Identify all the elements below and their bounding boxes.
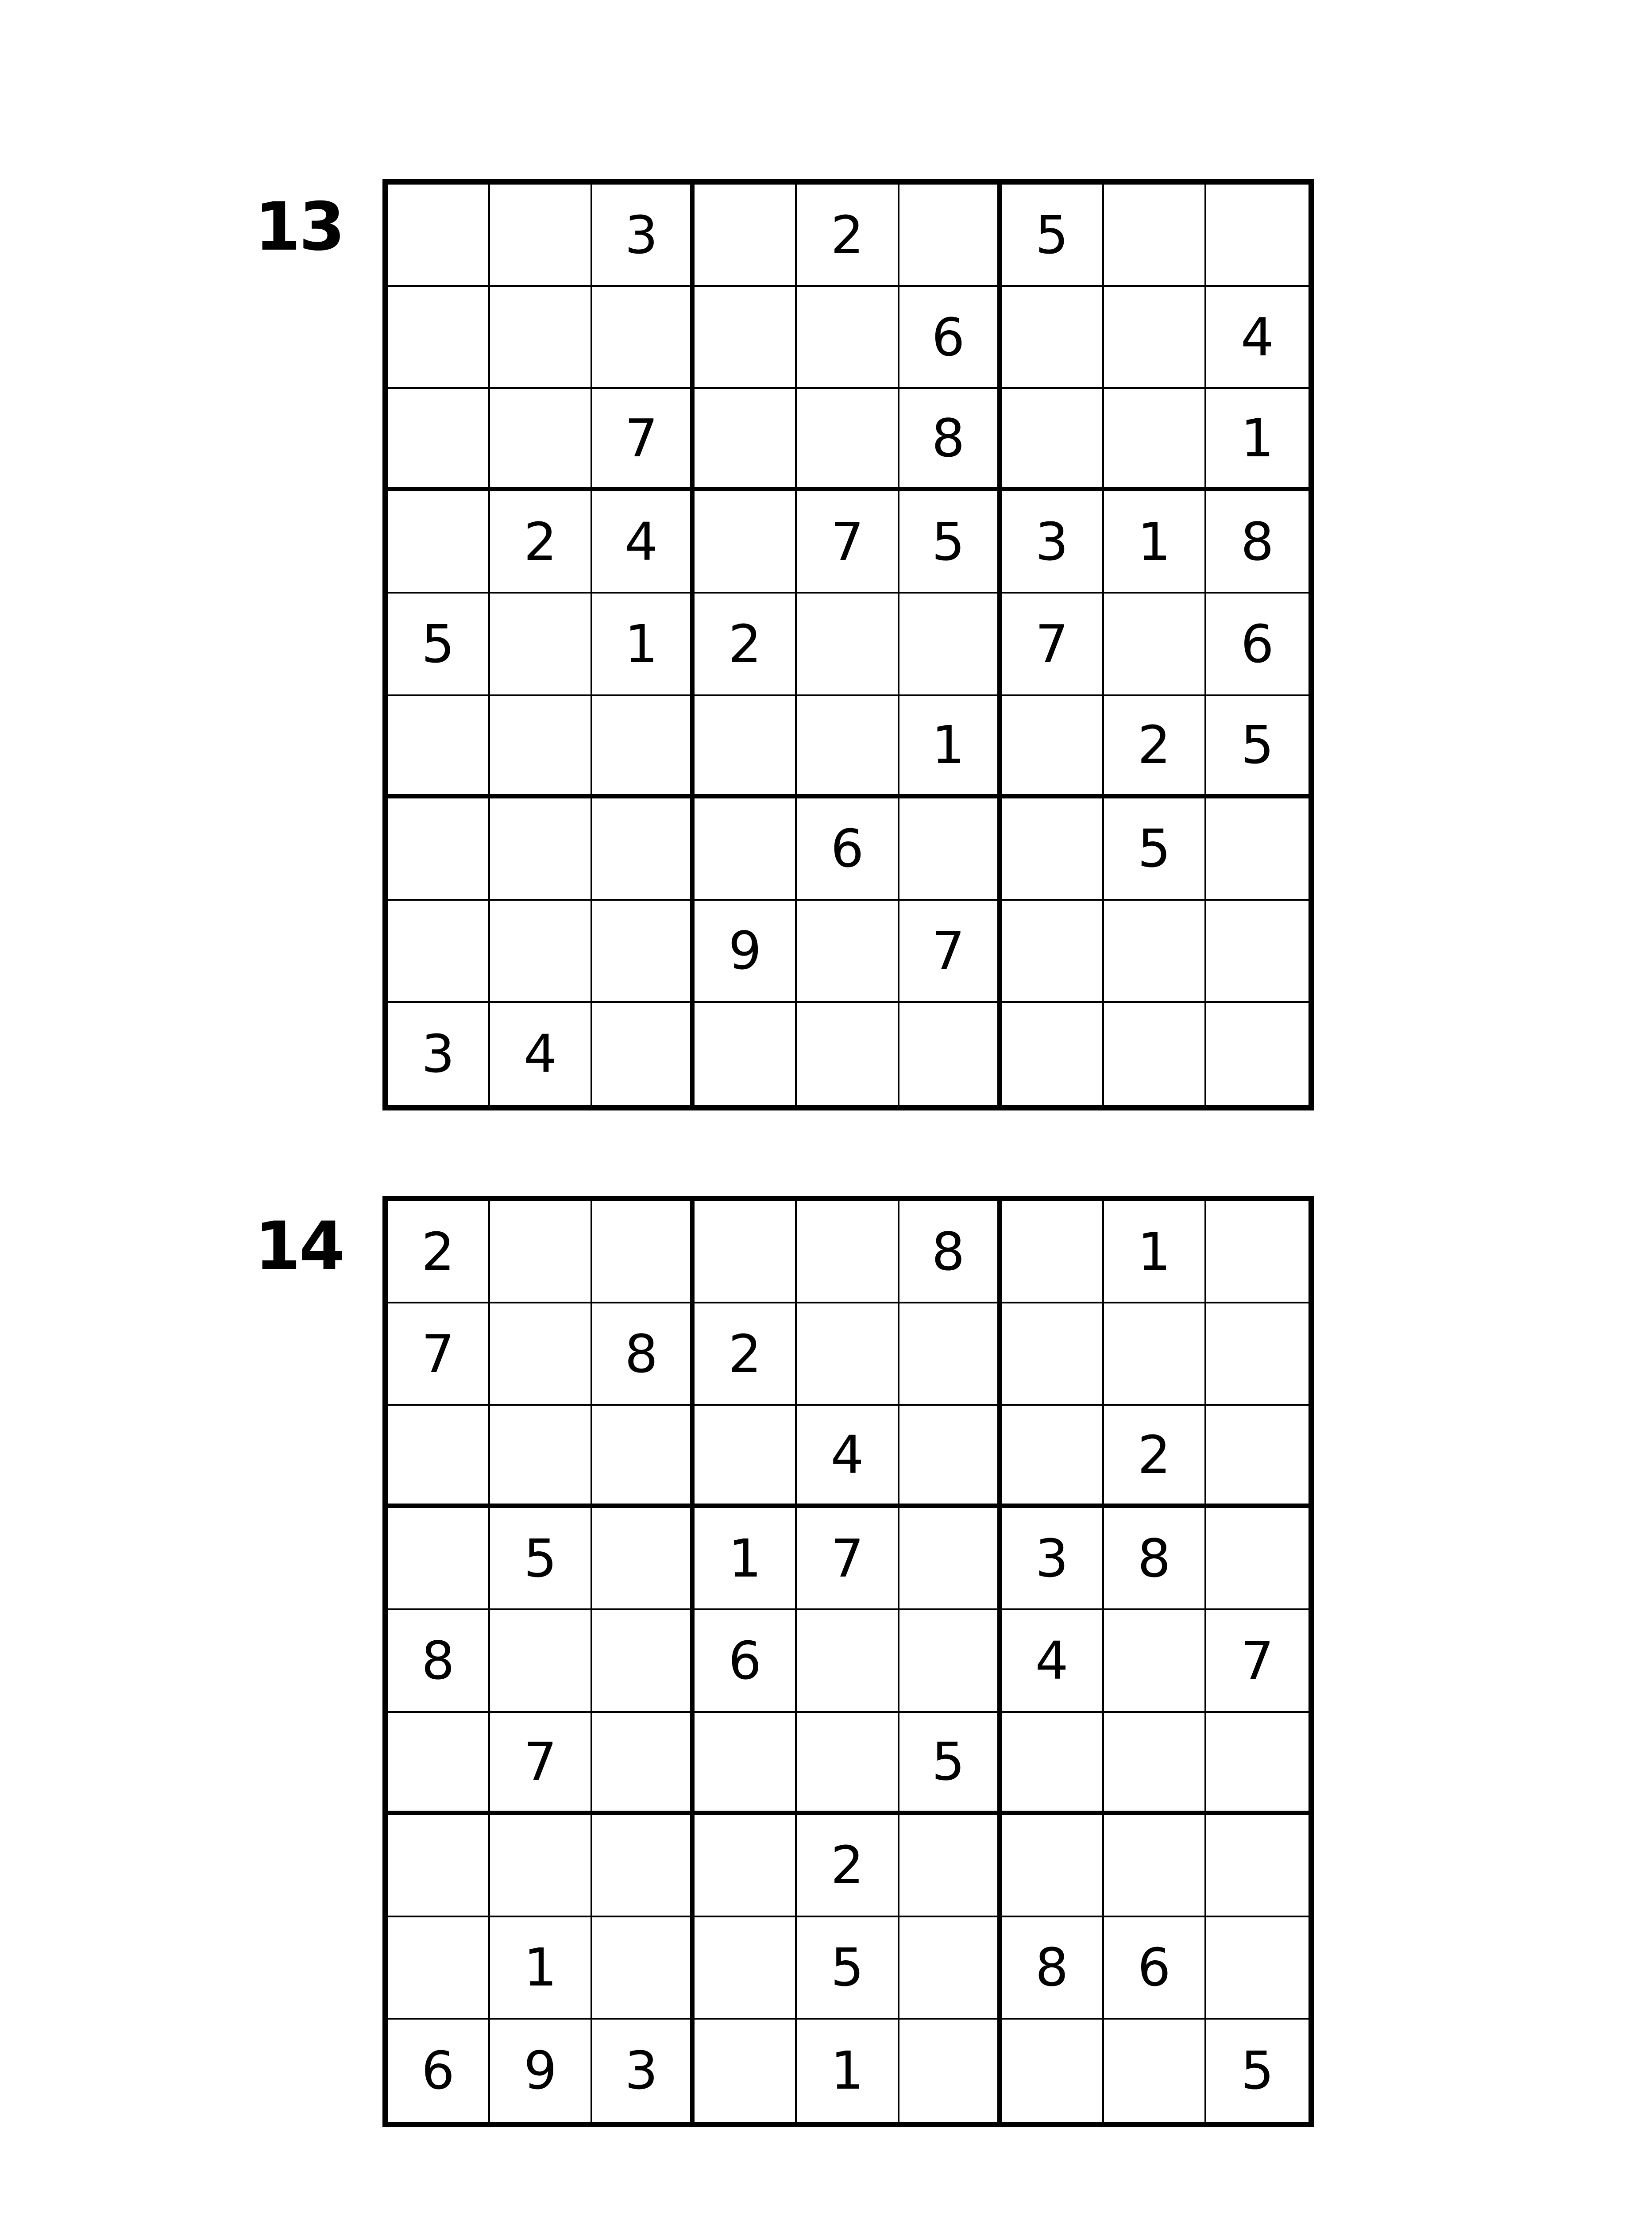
- sudoku-cell[interactable]: [490, 1303, 592, 1406]
- sudoku-cell[interactable]: 6: [797, 798, 899, 901]
- sudoku-cell[interactable]: [797, 901, 899, 1003]
- sudoku-cell[interactable]: [695, 1713, 797, 1815]
- sudoku-cell[interactable]: 8: [899, 1201, 1002, 1303]
- sudoku-cell[interactable]: 8: [592, 1303, 695, 1406]
- sudoku-grid: [382, 179, 1314, 1110]
- sudoku-cell[interactable]: [388, 1713, 490, 1815]
- sudoku-cell[interactable]: [1206, 1815, 1308, 1917]
- sudoku-cell[interactable]: [1002, 1003, 1104, 1105]
- sudoku-cell[interactable]: [899, 1003, 1002, 1105]
- sudoku-cell[interactable]: 2: [695, 594, 797, 696]
- sudoku-cell[interactable]: 6: [1206, 594, 1308, 696]
- sudoku-cell[interactable]: [695, 389, 797, 491]
- sudoku-cell[interactable]: 2: [388, 1201, 490, 1303]
- sudoku-cell[interactable]: 6: [899, 287, 1002, 389]
- sudoku-cell[interactable]: [592, 696, 695, 798]
- sudoku-cell[interactable]: 2: [1104, 696, 1206, 798]
- sudoku-cell[interactable]: [490, 798, 592, 901]
- sudoku-cell[interactable]: [1104, 1815, 1206, 1917]
- sudoku-cell[interactable]: [899, 1406, 1002, 1508]
- sudoku-cell[interactable]: [388, 696, 490, 798]
- sudoku-cell[interactable]: [1104, 1610, 1206, 1712]
- sudoku-cell[interactable]: 7: [797, 491, 899, 594]
- sudoku-cell[interactable]: [695, 287, 797, 389]
- sudoku-cell[interactable]: 7: [899, 901, 1002, 1003]
- sudoku-cell[interactable]: [592, 287, 695, 389]
- sudoku-cell[interactable]: [1104, 2020, 1206, 2122]
- sudoku-cell[interactable]: [797, 1303, 899, 1406]
- sudoku-cell[interactable]: [1002, 1303, 1104, 1406]
- sudoku-cell[interactable]: [592, 798, 695, 901]
- sudoku-cell[interactable]: 1: [899, 696, 1002, 798]
- sudoku-cell[interactable]: [592, 1406, 695, 1508]
- sudoku-cell[interactable]: 5: [388, 594, 490, 696]
- sudoku-cell[interactable]: [695, 1003, 797, 1105]
- sudoku-cell[interactable]: [1104, 287, 1206, 389]
- sudoku-cell[interactable]: 1: [797, 2020, 899, 2122]
- sudoku-cell[interactable]: [592, 1201, 695, 1303]
- sudoku-cell[interactable]: [1104, 594, 1206, 696]
- sudoku-cell[interactable]: 8: [1206, 491, 1308, 594]
- sudoku-cell[interactable]: [490, 1406, 592, 1508]
- sudoku-cell[interactable]: 2: [1104, 1406, 1206, 1508]
- sudoku-cell[interactable]: 5: [899, 491, 1002, 594]
- sudoku-cell[interactable]: [592, 1815, 695, 1917]
- sudoku-cell[interactable]: 2: [490, 491, 592, 594]
- sudoku-cell[interactable]: [899, 185, 1002, 287]
- sudoku-cell[interactable]: [1002, 1406, 1104, 1508]
- sudoku-cell[interactable]: [797, 1713, 899, 1815]
- sudoku-cell[interactable]: 5: [797, 1917, 899, 2020]
- sudoku-cell[interactable]: 1: [592, 594, 695, 696]
- sudoku-cell[interactable]: [1002, 798, 1104, 901]
- sudoku-cell[interactable]: 5: [1002, 185, 1104, 287]
- sudoku-cell[interactable]: [490, 901, 592, 1003]
- sudoku-cell[interactable]: [388, 901, 490, 1003]
- puzzle-number: 13: [255, 189, 344, 266]
- sudoku-cell[interactable]: [1002, 1815, 1104, 1917]
- sudoku-cell[interactable]: [899, 1610, 1002, 1712]
- sudoku-cell[interactable]: [1206, 1201, 1308, 1303]
- sudoku-cell[interactable]: [797, 1610, 899, 1712]
- sudoku-cell[interactable]: [1002, 901, 1104, 1003]
- sudoku-cell[interactable]: 7: [1206, 1610, 1308, 1712]
- sudoku-cell[interactable]: 4: [592, 491, 695, 594]
- sudoku-cell[interactable]: [490, 287, 592, 389]
- sudoku-cell[interactable]: [1104, 389, 1206, 491]
- sudoku-cell[interactable]: [899, 1815, 1002, 1917]
- sudoku-cell[interactable]: 3: [1002, 1508, 1104, 1610]
- sudoku-cell[interactable]: 4: [490, 1003, 592, 1105]
- sudoku-cell[interactable]: [592, 1713, 695, 1815]
- sudoku-cell[interactable]: 3: [1002, 491, 1104, 594]
- sudoku-cell[interactable]: [1206, 1003, 1308, 1105]
- sudoku-cell[interactable]: [388, 491, 490, 594]
- sudoku-cell[interactable]: 7: [1002, 594, 1104, 696]
- sudoku-cell[interactable]: [1206, 1713, 1308, 1815]
- sudoku-cell[interactable]: 1: [1104, 491, 1206, 594]
- sudoku-cell[interactable]: 4: [797, 1406, 899, 1508]
- sudoku-cell[interactable]: 9: [490, 2020, 592, 2122]
- sudoku-cell[interactable]: [490, 1610, 592, 1712]
- sudoku-cell[interactable]: [1002, 2020, 1104, 2122]
- sudoku-cell[interactable]: 2: [695, 1303, 797, 1406]
- sudoku-cell[interactable]: [695, 491, 797, 594]
- sudoku-cell[interactable]: [899, 798, 1002, 901]
- sudoku-cell[interactable]: [899, 2020, 1002, 2122]
- sudoku-cell[interactable]: [1206, 1406, 1308, 1508]
- sudoku-cell[interactable]: [1002, 287, 1104, 389]
- sudoku-cell[interactable]: [1104, 901, 1206, 1003]
- sudoku-cell[interactable]: 2: [797, 1815, 899, 1917]
- sudoku-cell[interactable]: 5: [1206, 696, 1308, 798]
- sudoku-cell[interactable]: [1002, 389, 1104, 491]
- sudoku-cell[interactable]: [388, 287, 490, 389]
- sudoku-cell[interactable]: 3: [388, 1003, 490, 1105]
- sudoku-cell[interactable]: 1: [490, 1917, 592, 2020]
- sudoku-cell[interactable]: 8: [1002, 1917, 1104, 2020]
- sudoku-cell[interactable]: 8: [1104, 1508, 1206, 1610]
- sudoku-cell[interactable]: [1206, 798, 1308, 901]
- sudoku-cell[interactable]: [388, 185, 490, 287]
- sudoku-cell[interactable]: [388, 1815, 490, 1917]
- sudoku-cell[interactable]: 7: [388, 1303, 490, 1406]
- sudoku-cell[interactable]: [592, 901, 695, 1003]
- sudoku-cell[interactable]: [899, 1303, 1002, 1406]
- sudoku-cell[interactable]: [490, 1815, 592, 1917]
- sudoku-cell[interactable]: 9: [695, 901, 797, 1003]
- sudoku-cell[interactable]: [490, 1201, 592, 1303]
- sudoku-cell[interactable]: [490, 185, 592, 287]
- sudoku-cell[interactable]: [1104, 185, 1206, 287]
- sudoku-cell[interactable]: 5: [490, 1508, 592, 1610]
- sudoku-cell[interactable]: [797, 1201, 899, 1303]
- sudoku-cell[interactable]: [695, 1815, 797, 1917]
- sudoku-cell[interactable]: 5: [899, 1713, 1002, 1815]
- sudoku-cell[interactable]: [797, 287, 899, 389]
- sudoku-cell[interactable]: [695, 2020, 797, 2122]
- sudoku-cell[interactable]: [1104, 1303, 1206, 1406]
- sudoku-cell[interactable]: 5: [1240, 2040, 1274, 2101]
- sudoku-cell[interactable]: 6: [695, 1610, 797, 1712]
- sudoku-cell[interactable]: 7: [592, 389, 695, 491]
- sudoku-cell[interactable]: 8: [899, 389, 1002, 491]
- sudoku-cell[interactable]: [1002, 696, 1104, 798]
- sudoku-cell[interactable]: 6: [388, 2020, 490, 2122]
- sudoku-cell[interactable]: [1002, 1713, 1104, 1815]
- sudoku-cell[interactable]: [899, 1508, 1002, 1610]
- sudoku-cell[interactable]: [797, 594, 899, 696]
- sudoku-cell[interactable]: [1206, 185, 1308, 287]
- sudoku-cell[interactable]: [797, 389, 899, 491]
- sudoku-cell[interactable]: 3: [592, 2020, 695, 2122]
- sudoku-cell[interactable]: [1206, 1303, 1308, 1406]
- sudoku-cell[interactable]: [695, 696, 797, 798]
- sudoku-cell[interactable]: [1104, 1003, 1206, 1105]
- sudoku-cell[interactable]: [592, 1508, 695, 1610]
- sudoku-cell[interactable]: [797, 1003, 899, 1105]
- sudoku-cell[interactable]: [1206, 1917, 1308, 2020]
- sudoku-cell[interactable]: [695, 185, 797, 287]
- sudoku-cell[interactable]: [490, 696, 592, 798]
- sudoku-cell[interactable]: 2: [797, 185, 899, 287]
- sudoku-cell[interactable]: 1: [1206, 389, 1308, 491]
- sudoku-cell[interactable]: [1206, 1508, 1308, 1610]
- sudoku-cell[interactable]: [1206, 901, 1308, 1003]
- sudoku-cell[interactable]: [388, 389, 490, 491]
- sudoku-cell[interactable]: 1: [695, 1508, 797, 1610]
- sudoku-cell[interactable]: [899, 594, 1002, 696]
- sudoku-cell[interactable]: [490, 389, 592, 491]
- sudoku-cell[interactable]: [490, 594, 592, 696]
- sudoku-cell[interactable]: [695, 1201, 797, 1303]
- sudoku-cell[interactable]: 8: [388, 1610, 490, 1712]
- sudoku-cell[interactable]: 4: [1002, 1610, 1104, 1712]
- sudoku-cell[interactable]: 4: [1206, 287, 1308, 389]
- sudoku-cell[interactable]: [388, 1406, 490, 1508]
- sudoku-cell[interactable]: [592, 1917, 695, 2020]
- sudoku-grid: [382, 1196, 1314, 2127]
- sudoku-cell[interactable]: [592, 1610, 695, 1712]
- sudoku-cell[interactable]: [388, 1917, 490, 2020]
- sudoku-cell[interactable]: [388, 798, 490, 901]
- sudoku-cell[interactable]: [1104, 1713, 1206, 1815]
- sudoku-cell[interactable]: [695, 798, 797, 901]
- puzzle-number: 14: [255, 1208, 344, 1285]
- sudoku-cell[interactable]: [388, 1508, 490, 1610]
- sudoku-cell[interactable]: 6: [1104, 1917, 1206, 2020]
- sudoku-cell[interactable]: 1: [1104, 1201, 1206, 1303]
- sudoku-cell[interactable]: 7: [490, 1713, 592, 1815]
- sudoku-cell[interactable]: [1002, 1201, 1104, 1303]
- sudoku-cell[interactable]: [695, 1406, 797, 1508]
- sudoku-cell[interactable]: 7: [797, 1508, 899, 1610]
- sudoku-cell[interactable]: 3: [592, 185, 695, 287]
- sudoku-cell[interactable]: [899, 1917, 1002, 2020]
- sudoku-cell[interactable]: [797, 696, 899, 798]
- sudoku-cell[interactable]: [695, 1917, 797, 2020]
- sudoku-cell[interactable]: [592, 1003, 695, 1105]
- sudoku-cell[interactable]: 5: [1104, 798, 1206, 901]
